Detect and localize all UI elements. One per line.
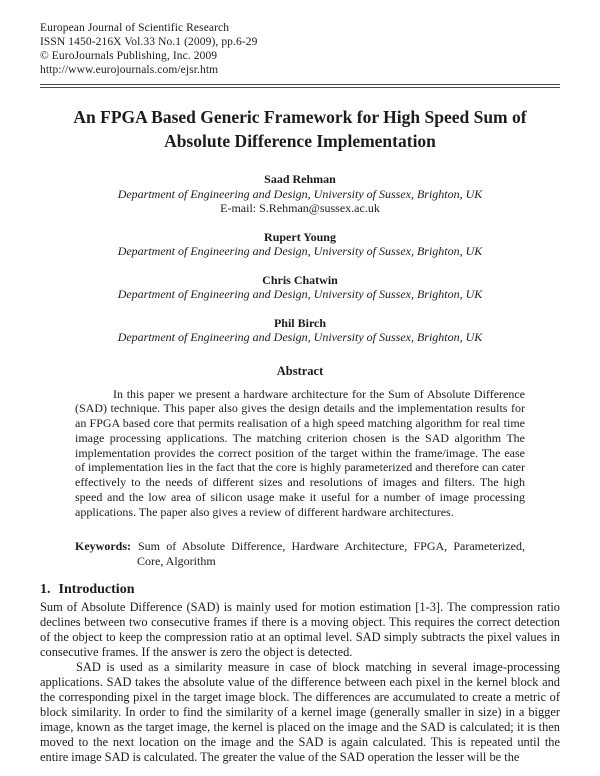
author-affiliation: Department of Engineering and Design, University of Sussex, Brighton, UK: [117, 330, 483, 344]
abstract-text: In this paper we present a hardware architecture for the Sum of Absolute Difference (SAD) technique. This paper also gives the design details and the implementation results for an FPGA based core that permits realisation of a high speed matching algorithm for real time image processing applications. The matching criterion chosen is the SAD algorithm The implementation provides the correct position of the target within the frame/image. The ease of implementation lies in the fact that the core is highly parameterized and therefore can cater effectively to the needs of different sizes and resolutions of images and filters. The high speed and the low area of silicon usage make it useful for a number of image processing applications. The paper also gives a review of different hardware architectures.: [75, 386, 525, 519]
section-title: Introduction: [58, 581, 135, 597]
journal-copyright: © EuroJournals Publishing, Inc. 2009: [40, 50, 218, 62]
author-block-3: [40, 273, 560, 302]
authors-section: [40, 172, 560, 345]
journal-issn-volume: ISSN 1450-216X Vol.33 No.1 (2009), pp.6-29: [40, 36, 258, 48]
author-affiliation: Department of Engineering and Design, University of Sussex, Brighton, UK: [117, 244, 483, 258]
keywords-line: [75, 539, 525, 569]
header-divider-rule: [40, 84, 560, 88]
author-name: Phil Birch: [273, 315, 327, 330]
author-block-2: [40, 230, 560, 259]
author-affiliation: Department of Engineering and Design, University of Sussex, Brighton, UK: [117, 186, 483, 201]
section-heading-introduction: [40, 581, 560, 598]
journal-header: [40, 21, 560, 77]
keywords-label: Keywords:: [75, 538, 131, 553]
author-affiliation: Department of Engineering and Design, University of Sussex, Brighton, UK: [117, 287, 483, 301]
author-name: Saad Rehman: [264, 172, 336, 186]
journal-url: http://www.eurojournals.com/ejsr.htm: [40, 64, 219, 76]
author-block-1: [40, 172, 560, 216]
author-email: E-mail: S.Rehman@sussex.ac.uk: [220, 201, 380, 215]
paper-title: An FPGA Based Generic Framework for High Speed Sum of Absolute Difference Implementation: [73, 107, 527, 151]
journal-name: European Journal of Scientific Research: [40, 22, 230, 34]
author-name: Chris Chatwin: [262, 272, 338, 287]
abstract-heading: Abstract: [276, 363, 324, 378]
intro-paragraph-2: SAD is used as a similarity measure in case of block matching in several image-processing applications. SAD takes the absolute value of the difference between each pixel in the kernel block and the corresponding pixel in the target image block. The differences are accumulated to create a metric of block similarity. In order to find the similarity of a kernel image (generally smaller in size) in a bigger image, known as the target image, the kernel is placed on the image and the SAD is calculated; it is then moved to the next location on the image and the SAD is again calculated. This is repeated until the entire image SAD is calculated. The greater the value of the SAD operation the lesser will be the: [40, 659, 560, 764]
author-name: Rupert Young: [264, 229, 336, 244]
section-number: 1.: [40, 581, 51, 597]
author-block-4: [40, 316, 560, 345]
intro-paragraph-1: Sum of Absolute Difference (SAD) is mainly used for motion estimation [1-3]. The compression ratio declines between two consecutive frames if there is a moving object. This requires the correct detection of the object to keep the compression ratio at an optimal level. SAD simply subtracts the pixel values in consecutive frames. If the answer is zero the object is detected.: [40, 599, 560, 659]
keywords-text: Sum of Absolute Difference, Hardware Architecture, FPGA, Parameterized, Core, Algorithm: [137, 538, 525, 568]
